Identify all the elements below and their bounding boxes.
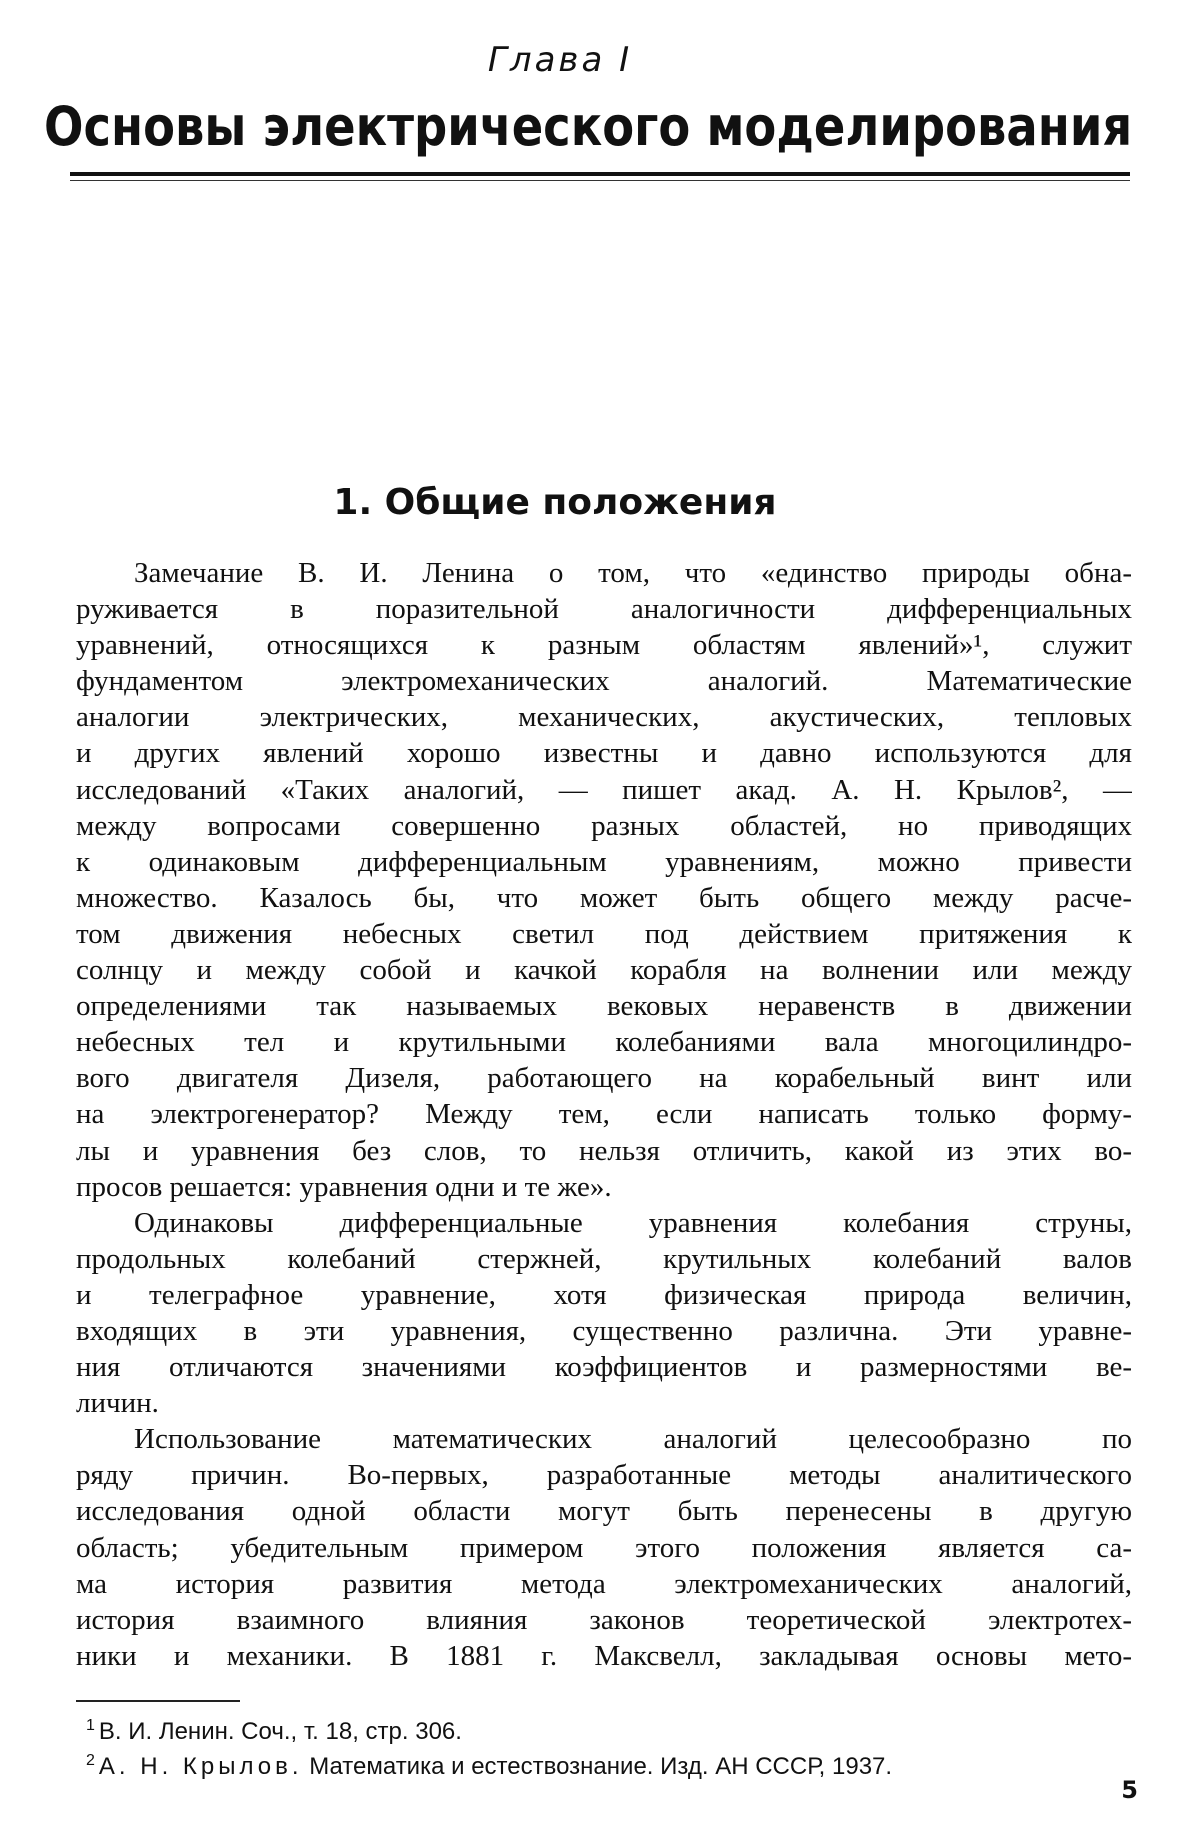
text-line: множество. Казалось бы, что может быть общего между расче-	[76, 881, 1132, 914]
text-line: ния отличаются значениями коэффициентов и размерностями ве-	[76, 1351, 1132, 1384]
footnote-text: В. И. Ленин. Соч., т. 18, стр. 306.	[98, 1718, 462, 1745]
footnote-author: А. Н. Крылов.	[98, 1753, 303, 1780]
text-line: к одинаковым дифференциальным уравнениям, можно привести	[76, 845, 1132, 878]
footnote-mark: 2	[86, 1752, 95, 1769]
text-line: исследования одной области могут быть перенесены в другую	[76, 1495, 1132, 1528]
page-number: 5	[1121, 1776, 1138, 1804]
text-line: определениями так называемых вековых неравенств в движении	[76, 990, 1132, 1023]
title-rule-thin	[70, 180, 1130, 181]
footnote-1	[86, 1708, 1138, 1745]
text-line: входящих в эти уравнения, существенно различна. Эти уравне-	[76, 1314, 1132, 1347]
body-text	[76, 555, 1132, 1674]
text-line: личин.	[76, 1387, 159, 1420]
text-line: между вопросами совершенно разных областей, но приводящих	[76, 809, 1132, 842]
footnote-mark: 1	[86, 1717, 95, 1734]
text-line: ники и механики. В 1881 г. Максвелл, закладывая основы мето-	[76, 1639, 1132, 1672]
footnote-rule	[76, 1700, 240, 1702]
title-rule-thick	[70, 172, 1130, 176]
chapter-label: Глава I	[487, 40, 633, 80]
text-line: ряду причин. Во-первых, разработанные методы аналитического	[76, 1459, 1132, 1492]
section-heading: 1. Общие положения	[333, 482, 777, 523]
text-line: продольных колебаний стержней, крутильных колебаний валов	[76, 1242, 1132, 1275]
text-line: руживается в поразительной аналогичности дифференциальных	[76, 593, 1132, 626]
text-line: и телеграфное уравнение, хотя физическая природа величин,	[76, 1278, 1132, 1311]
text-line: история взаимного влияния законов теоретической электротех-	[76, 1603, 1132, 1636]
text-line: аналогии электрических, механических, акустических, тепловых	[76, 701, 1132, 734]
text-line: Замечание В. И. Ленина о том, что «единство природы обна-	[134, 557, 1132, 589]
text-line: ма история развития метода электромеханических аналогий,	[76, 1567, 1132, 1600]
chapter-title: Основы электрического моделирования	[44, 95, 1133, 158]
text-line: Использование математических аналогий целесообразно по	[134, 1423, 1132, 1456]
text-line: том движения небесных светил под действием притяжения к	[76, 917, 1132, 950]
text-line: на электрогенератор? Между тем, если написать только форму-	[76, 1098, 1132, 1131]
text-line: и других явлений хорошо известны и давно используются для	[76, 737, 1132, 770]
text-line: уравнений, относящихся к разным областям явлений»¹, служит	[76, 629, 1132, 662]
footnote-2	[86, 1743, 1138, 1780]
text-line: лы и уравнения без слов, то нельзя отличить, какой из этих во-	[76, 1134, 1132, 1167]
text-line: область; убедительным примером этого положения является са-	[76, 1531, 1132, 1564]
text-line: небесных тел и крутильными колебаниями вала многоцилиндро-	[76, 1026, 1132, 1059]
text-line: вого двигателя Дизеля, работающего на корабельный винт или	[76, 1062, 1132, 1095]
text-line: солнцу и между собой и качкой корабля на волнении или между	[76, 954, 1132, 987]
footnotes	[86, 1708, 1138, 1780]
text-line: исследований «Таких аналогий, — пишет акад. А. Н. Крылов², —	[76, 773, 1132, 806]
text-line: Одинаковы дифференциальные уравнения колебания струны,	[134, 1206, 1132, 1239]
footnote-text: Математика и естествознание. Изд. АН СССР, 1937.	[309, 1753, 893, 1780]
text-line: фундаментом электромеханических аналогий. Математические	[76, 665, 1132, 698]
text-line: просов решается: уравнения одни и те же».	[76, 1170, 612, 1203]
